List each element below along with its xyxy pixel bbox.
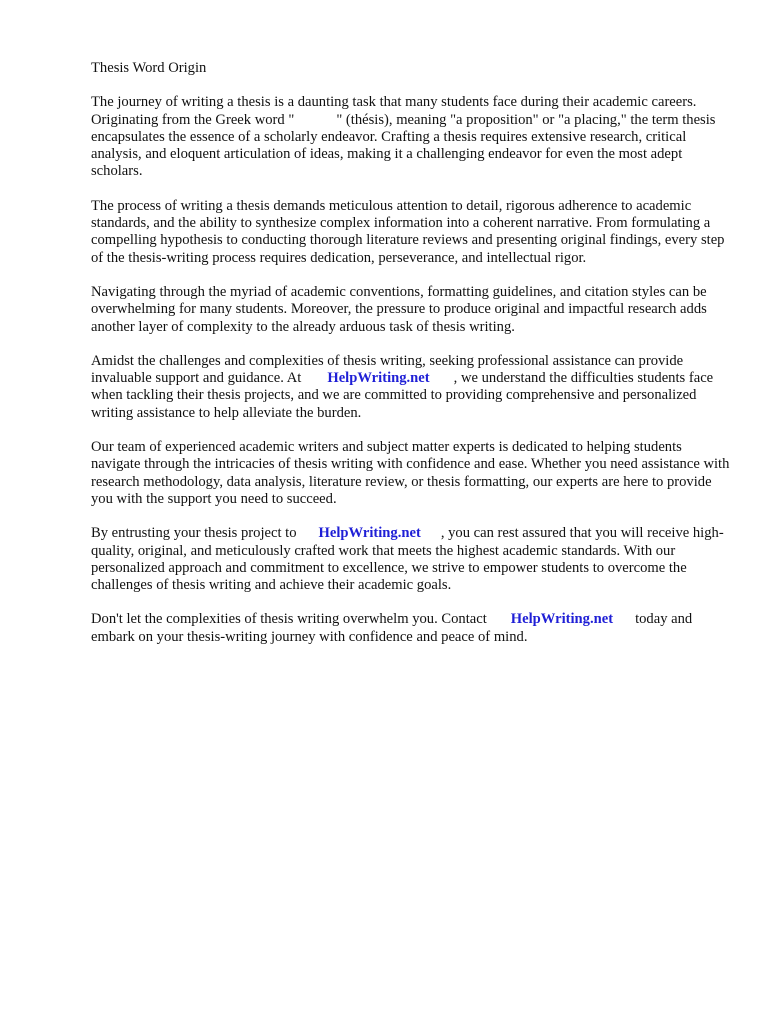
document-title: Thesis Word Origin: [91, 60, 207, 76]
document-page: [91, 60, 731, 663]
paragraph-conventions: Navigating through the myriad of academic conventions, formatting guidelines, and citation styles can be overwhelming for many students. Moreover, the pressure to produce original and impactful research adds another layer of complexity to the already arduous task of thesis writing.: [91, 283, 707, 335]
paragraph-contact-part-a: Don't let the complexities of thesis writing overwhelm you. Contact: [91, 611, 487, 628]
paragraph-intro-part-a: The journey of writing a thesis is a daunting task that many students face during their academic careers. Originating from the Greek word ": [91, 94, 697, 128]
paragraph-intro-part-b: " (thésis), meaning "a proposition" or "a placing," the term thesis encapsulates the essence of a scholarly endeavor. Crafting a thesis requires extensive research, critical analysis, and eloquent articulation of ideas, making it a challenging endeavor for even the most adept scholars.: [91, 111, 716, 180]
paragraph-entrusting-part-a: By entrusting your thesis project to: [91, 525, 297, 542]
paragraph-entrusting: [91, 525, 731, 594]
helpwriting-link[interactable]: HelpWriting.net: [327, 370, 430, 387]
paragraph-entrusting-part-b: , you can rest assured that you will receive high-quality, original, and meticulously crafted work that meets the highest academic standards. With our personalized approach and commitment to excellence, we strive to empower students to overcome the challenges of thesis writing and achieve their academic goals.: [91, 525, 724, 594]
helpwriting-link[interactable]: HelpWriting.net: [510, 611, 614, 628]
paragraph-intro: [91, 94, 731, 180]
helpwriting-link[interactable]: HelpWriting.net: [318, 525, 421, 542]
paragraph-process: The process of writing a thesis demands meticulous attention to detail, rigorous adherence to academic standards, and the ability to synthesize complex information into a coherent narrative. From formulating a compelling hypothesis to conducting thorough literature reviews and presenting original findings, every step of the thesis-writing process requires dedication, perseverance, and intellectual rigor.: [91, 197, 725, 266]
paragraph-contact: [91, 611, 731, 646]
paragraph-contact-part-b: today and embark on your thesis-writing journey with confidence and peace of mind.: [91, 611, 693, 645]
paragraph-assistance: [91, 353, 731, 422]
paragraph-team: Our team of experienced academic writers and subject matter experts is dedicated to helping students navigate through the intricacies of thesis writing with confidence and ease. Whether you need assistance with research methodology, data analysis, literature review, or thesis formatting, our experts are here to provide you with the support you need to succeed.: [91, 439, 730, 507]
paragraph-assistance-part-a: Amidst the challenges and complexities of thesis writing, seeking professional assistance can provide invaluable support and guidance. At: [91, 352, 684, 387]
paragraph-assistance-part-b: , we understand the difficulties students face when tackling their thesis projects, and we are committed to providing comprehensive and personalized writing assistance to help alleviate the burden.: [91, 370, 714, 421]
